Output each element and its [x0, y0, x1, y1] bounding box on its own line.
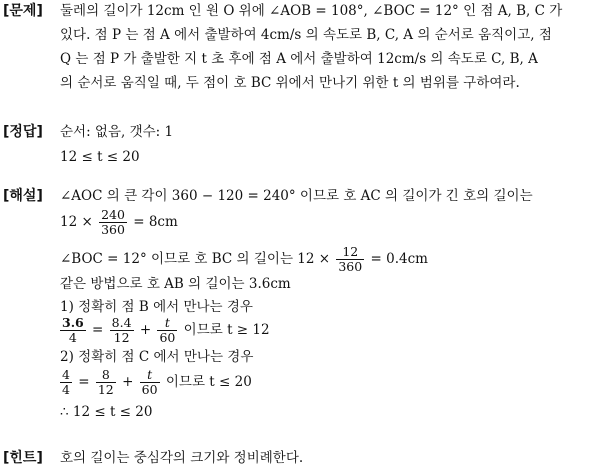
solution-line-2-suffix: = 8cm: [133, 214, 178, 230]
equation-2-conclusion: 이므로 t ≤ 20: [165, 374, 252, 390]
solution-tag: [해설]: [3, 188, 43, 204]
hint-tag: [힌트]: [3, 450, 43, 466]
solution-equation-1: [60, 316, 270, 345]
equation-1-conclusion: 이므로 t ≥ 12: [183, 322, 270, 338]
hint-text: 호의 길이는 중심각의 크기와 정비례한다.: [60, 450, 304, 466]
fraction-8.4-12: [110, 316, 134, 345]
fraction-8-12: [96, 368, 116, 397]
equals-sign: =: [78, 374, 90, 390]
plus-sign: +: [122, 374, 134, 390]
problem-line-3: Q 는 점 P 가 출발한 지 t 초 후에 점 A 에서 출발하여 12cm/s 의 속도로 C, B, A: [60, 51, 538, 67]
fraction-4-4: [60, 368, 72, 397]
fraction-denominator: 360: [101, 222, 125, 237]
fraction-numerator: 12: [336, 245, 364, 260]
solution-line-3-suffix: = 0.4cm: [370, 251, 428, 267]
fraction-numerator: 8.4: [111, 315, 132, 330]
solution-line-2-prefix: 12 ×: [60, 214, 93, 230]
solution-line-5: 1) 정확히 점 B 에서 만나는 경우: [60, 299, 253, 315]
fraction-denominator: 60: [141, 382, 158, 397]
equals-sign: =: [92, 322, 104, 338]
solution-line-3: [60, 245, 428, 274]
answer-line-1: 순서: 없음, 갯수: 1: [60, 124, 174, 140]
fraction-t-60: [157, 316, 177, 345]
problem-tag: [문제]: [3, 3, 43, 19]
fraction-240-360: [99, 208, 127, 237]
fraction-denominator: 4: [62, 382, 70, 397]
solution-equation-2: [60, 368, 252, 397]
solution-line-3-prefix: ∠BOC = 12° 이므로 호 BC 의 길이는 12 ×: [60, 251, 331, 267]
fraction-numerator: t: [140, 368, 160, 383]
fraction-numerator: 240: [101, 207, 125, 222]
answer-line-2: 12 ≤ t ≤ 20: [60, 149, 140, 165]
fraction-t-60: [140, 368, 160, 397]
fraction-denominator: 4: [68, 330, 77, 345]
fraction-denominator: 60: [159, 330, 176, 345]
fraction-numerator: 3.6: [62, 315, 84, 330]
answer-tag: [정답]: [3, 124, 43, 140]
fraction-denominator: 12: [113, 330, 130, 345]
solution-line-4: 같은 방법으로 호 AB 의 길이는 3.6cm: [60, 276, 291, 292]
fraction-numerator: 4: [62, 367, 70, 382]
fraction-numerator: t: [157, 316, 177, 331]
solution-line-2: [60, 208, 178, 237]
solution-line-6: 2) 정확히 점 C 에서 만나는 경우: [60, 349, 254, 365]
plus-sign: +: [139, 322, 152, 338]
fraction-3.6-4: [60, 316, 86, 345]
problem-line-2: 있다. 점 P 는 점 A 에서 출발하여 4cm/s 의 속도로 B, C, A 의 순서로 움직이고, 점: [60, 27, 552, 43]
problem-line-1: 둘레의 길이가 12cm 인 원 O 위에 ∠AOB = 108°, ∠BOC = 12° 인 점 A, B, C 가: [60, 3, 563, 19]
fraction-numerator: 8: [96, 368, 116, 383]
fraction-denominator: 12: [97, 382, 114, 397]
problem-line-4: 의 순서로 움직일 때, 두 점이 호 BC 위에서 만나기 위한 t 의 범위를 구하여라.: [60, 75, 520, 91]
solution-line-7: ∴ 12 ≤ t ≤ 20: [60, 404, 153, 420]
fraction-denominator: 360: [338, 259, 363, 274]
solution-line-1: ∠AOC 의 큰 각이 360 − 120 = 240° 이므로 호 AC 의 길이가 긴 호의 길이는: [60, 188, 533, 204]
fraction-12-360: [336, 245, 364, 274]
